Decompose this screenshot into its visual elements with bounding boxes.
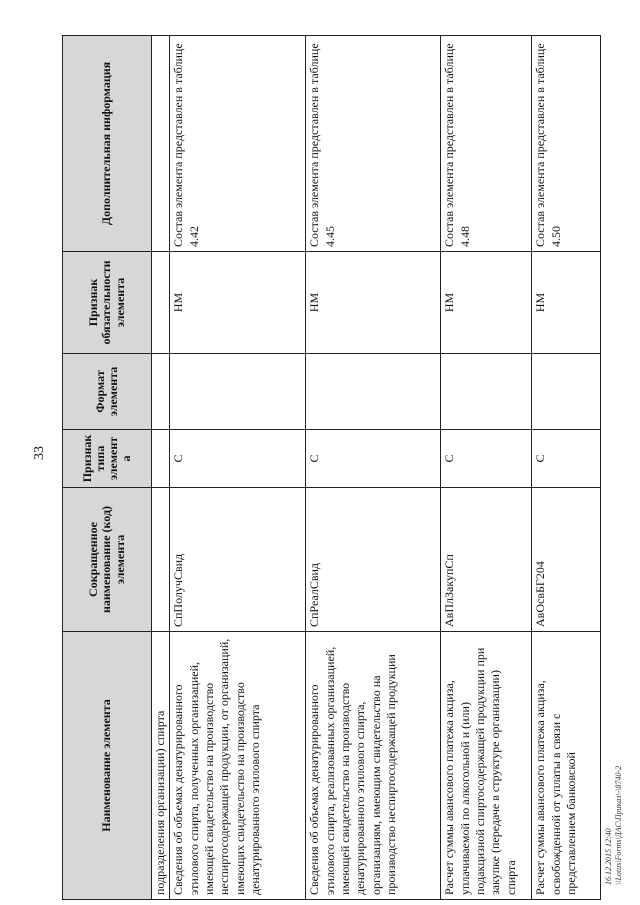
cell-name: Расчет суммы авансового платежа акциза, уплачиваемой по алкогольной и (или) подакцизной спиртосодержащей продукции при закупке (передаче в структуре организации) спирта [441, 632, 532, 900]
cell-format [170, 354, 306, 430]
cell-required: НМ [441, 252, 532, 354]
cell-info [152, 36, 170, 252]
footer-timestamp: 16.12.2015 12:40 [604, 828, 613, 885]
rotated-table-container [62, 36, 577, 900]
cell-name: Сведения об объемах денатурированного этилового спирта, реализованных организацией, имеющей свидетельство на производство денатурированного этилового спирта, организациям, имеющим свидетельство на производство неспиртосодержащей продукции [306, 632, 441, 900]
cell-type [152, 430, 170, 488]
cell-info: Состав элемента представлен в таблице 4.48 [441, 36, 532, 252]
header-format: Формат элемента [63, 354, 152, 430]
header-code: Сокращенное наименование (код) элемента [63, 488, 152, 632]
cell-info: Состав элемента представлен в таблице 4.42 [170, 36, 306, 252]
cell-code: СпПолучСвид [170, 488, 306, 632]
page-number: 33 [32, 446, 47, 460]
cell-type: С [306, 430, 441, 488]
cell-required: НМ [532, 252, 601, 354]
header-name: Наименование элемента [63, 632, 152, 900]
cell-code: АвОсвБГ204 [532, 488, 601, 632]
cell-type: С [170, 430, 306, 488]
table-row [306, 36, 441, 900]
table-row-continuation [152, 36, 170, 900]
cell-type: С [441, 430, 532, 488]
table-header-row [63, 36, 152, 900]
cell-format [306, 354, 441, 430]
table-row [532, 36, 601, 900]
cell-required [152, 252, 170, 354]
cell-code: СпРеалСвид [306, 488, 441, 632]
cell-name: подразделения организации) спирта [152, 632, 170, 900]
cell-format [152, 354, 170, 430]
cell-format [441, 354, 532, 430]
elements-table [62, 35, 601, 900]
header-required: Признак обязательности элемента [63, 252, 152, 354]
cell-format [532, 354, 601, 430]
footer-filepath: \\Lotus\Forms\ДАС\Приказ\-\8740-2 [614, 765, 623, 885]
table-row [441, 36, 532, 900]
cell-required: НМ [306, 252, 441, 354]
cell-name: Расчет суммы авансового платежа акциза, освобожденной от уплаты в связи с представлением банковской [532, 632, 601, 900]
table-row [170, 36, 306, 900]
cell-info: Состав элемента представлен в таблице 4.45 [306, 36, 441, 252]
cell-info: Состав элемента представлен в таблице 4.50 [532, 36, 601, 252]
cell-required: НМ [170, 252, 306, 354]
cell-code: АвПлЗакупСп [441, 488, 532, 632]
header-info: Дополнительная информация [63, 36, 152, 252]
print-footer [604, 705, 624, 885]
cell-name: Сведения об объемах денатурированного этилового спирта, полученных организацией, имеющей свидетельство на производство неспиртосодержащей продукции, от организаций, имеющих свидетельство на производство денатурированного этилового спирта [170, 632, 306, 900]
cell-code [152, 488, 170, 632]
cell-type: С [532, 430, 601, 488]
header-type: Признак типа элемента [63, 430, 152, 488]
